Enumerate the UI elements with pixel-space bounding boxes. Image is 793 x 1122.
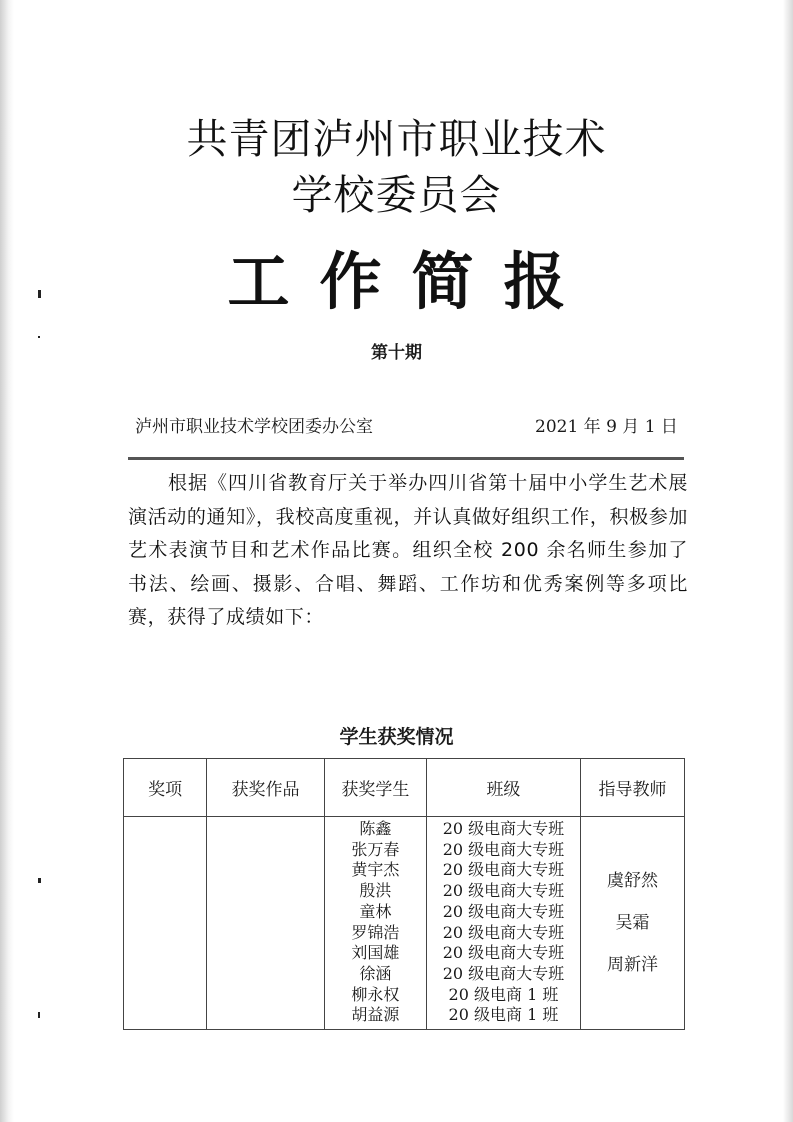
student-name: 殷洪 [359, 881, 392, 901]
teacher-name: 吴霜 [615, 913, 650, 934]
bulletin-title: 工作简报 [227, 245, 596, 318]
student-name: 张万春 [351, 839, 400, 859]
student-name: 胡益源 [351, 1005, 400, 1025]
header-award: 奖项 [124, 759, 207, 817]
org-name-line2: 学校委员会 [291, 171, 502, 219]
award-cell [124, 817, 207, 1030]
student-name: 徐涵 [359, 963, 392, 983]
awards-table-title: 学生获奖情况 [339, 726, 454, 748]
org-name-line1: 共青团泸州市职业技术 [186, 115, 607, 163]
class-name: 20 级电商 1 班 [448, 1005, 559, 1025]
student-name: 刘国雄 [351, 943, 400, 963]
header-teacher: 指导教师 [581, 759, 685, 817]
scan-speck [38, 1012, 40, 1018]
header-work: 获奖作品 [207, 759, 325, 817]
teacher-name: 虞舒然 [607, 871, 659, 892]
header-student: 获奖学生 [324, 759, 426, 817]
student-name: 罗锦浩 [351, 922, 400, 942]
issue-date: 2021 年 9 月 1 日 [535, 417, 678, 437]
awards-table [123, 758, 685, 1030]
body-paragraph: 根据《四川省教育厅关于举办四川省第十届中小学生艺术展演活动的通知》，我校高度重视，并认真做好组织工作，积极参加艺术表演节目和艺术作品比赛。组织全校 200 余名师生参加了书法、绘画、摄影、合唱、舞蹈、工作坊和优秀案例等多项比赛，获得了成绩如下： [128, 472, 688, 628]
class-name: 20 级电商大专班 [442, 839, 565, 859]
student-name: 童林 [359, 901, 392, 921]
class-name: 20 级电商 1 班 [448, 984, 559, 1004]
scan-speck [38, 878, 41, 883]
class-name: 20 级电商大专班 [442, 860, 565, 880]
student-name: 陈鑫 [359, 819, 392, 838]
teachers-cell [581, 817, 685, 1030]
issue-number: 第十期 [371, 343, 422, 363]
classes-cell [426, 817, 580, 1030]
class-name: 20 级电商大专班 [442, 943, 565, 963]
students-cell [324, 817, 426, 1030]
teacher-name: 周新洋 [607, 955, 659, 976]
table-header-row [124, 759, 685, 817]
issuing-office: 泸州市职业技术学校团委办公室 [135, 417, 373, 437]
student-name: 柳永权 [351, 984, 400, 1004]
header-divider [128, 457, 684, 460]
header-class: 班级 [426, 759, 580, 817]
table-row [124, 817, 685, 1030]
class-name: 20 级电商大专班 [442, 901, 565, 921]
student-name: 黄宇杰 [351, 860, 400, 880]
work-cell [207, 817, 325, 1030]
class-name: 20 级电商大专班 [442, 922, 565, 942]
class-name: 20 级电商大专班 [442, 963, 565, 983]
class-name: 20 级电商大专班 [442, 881, 565, 901]
class-name: 20 级电商大专班 [442, 819, 565, 838]
